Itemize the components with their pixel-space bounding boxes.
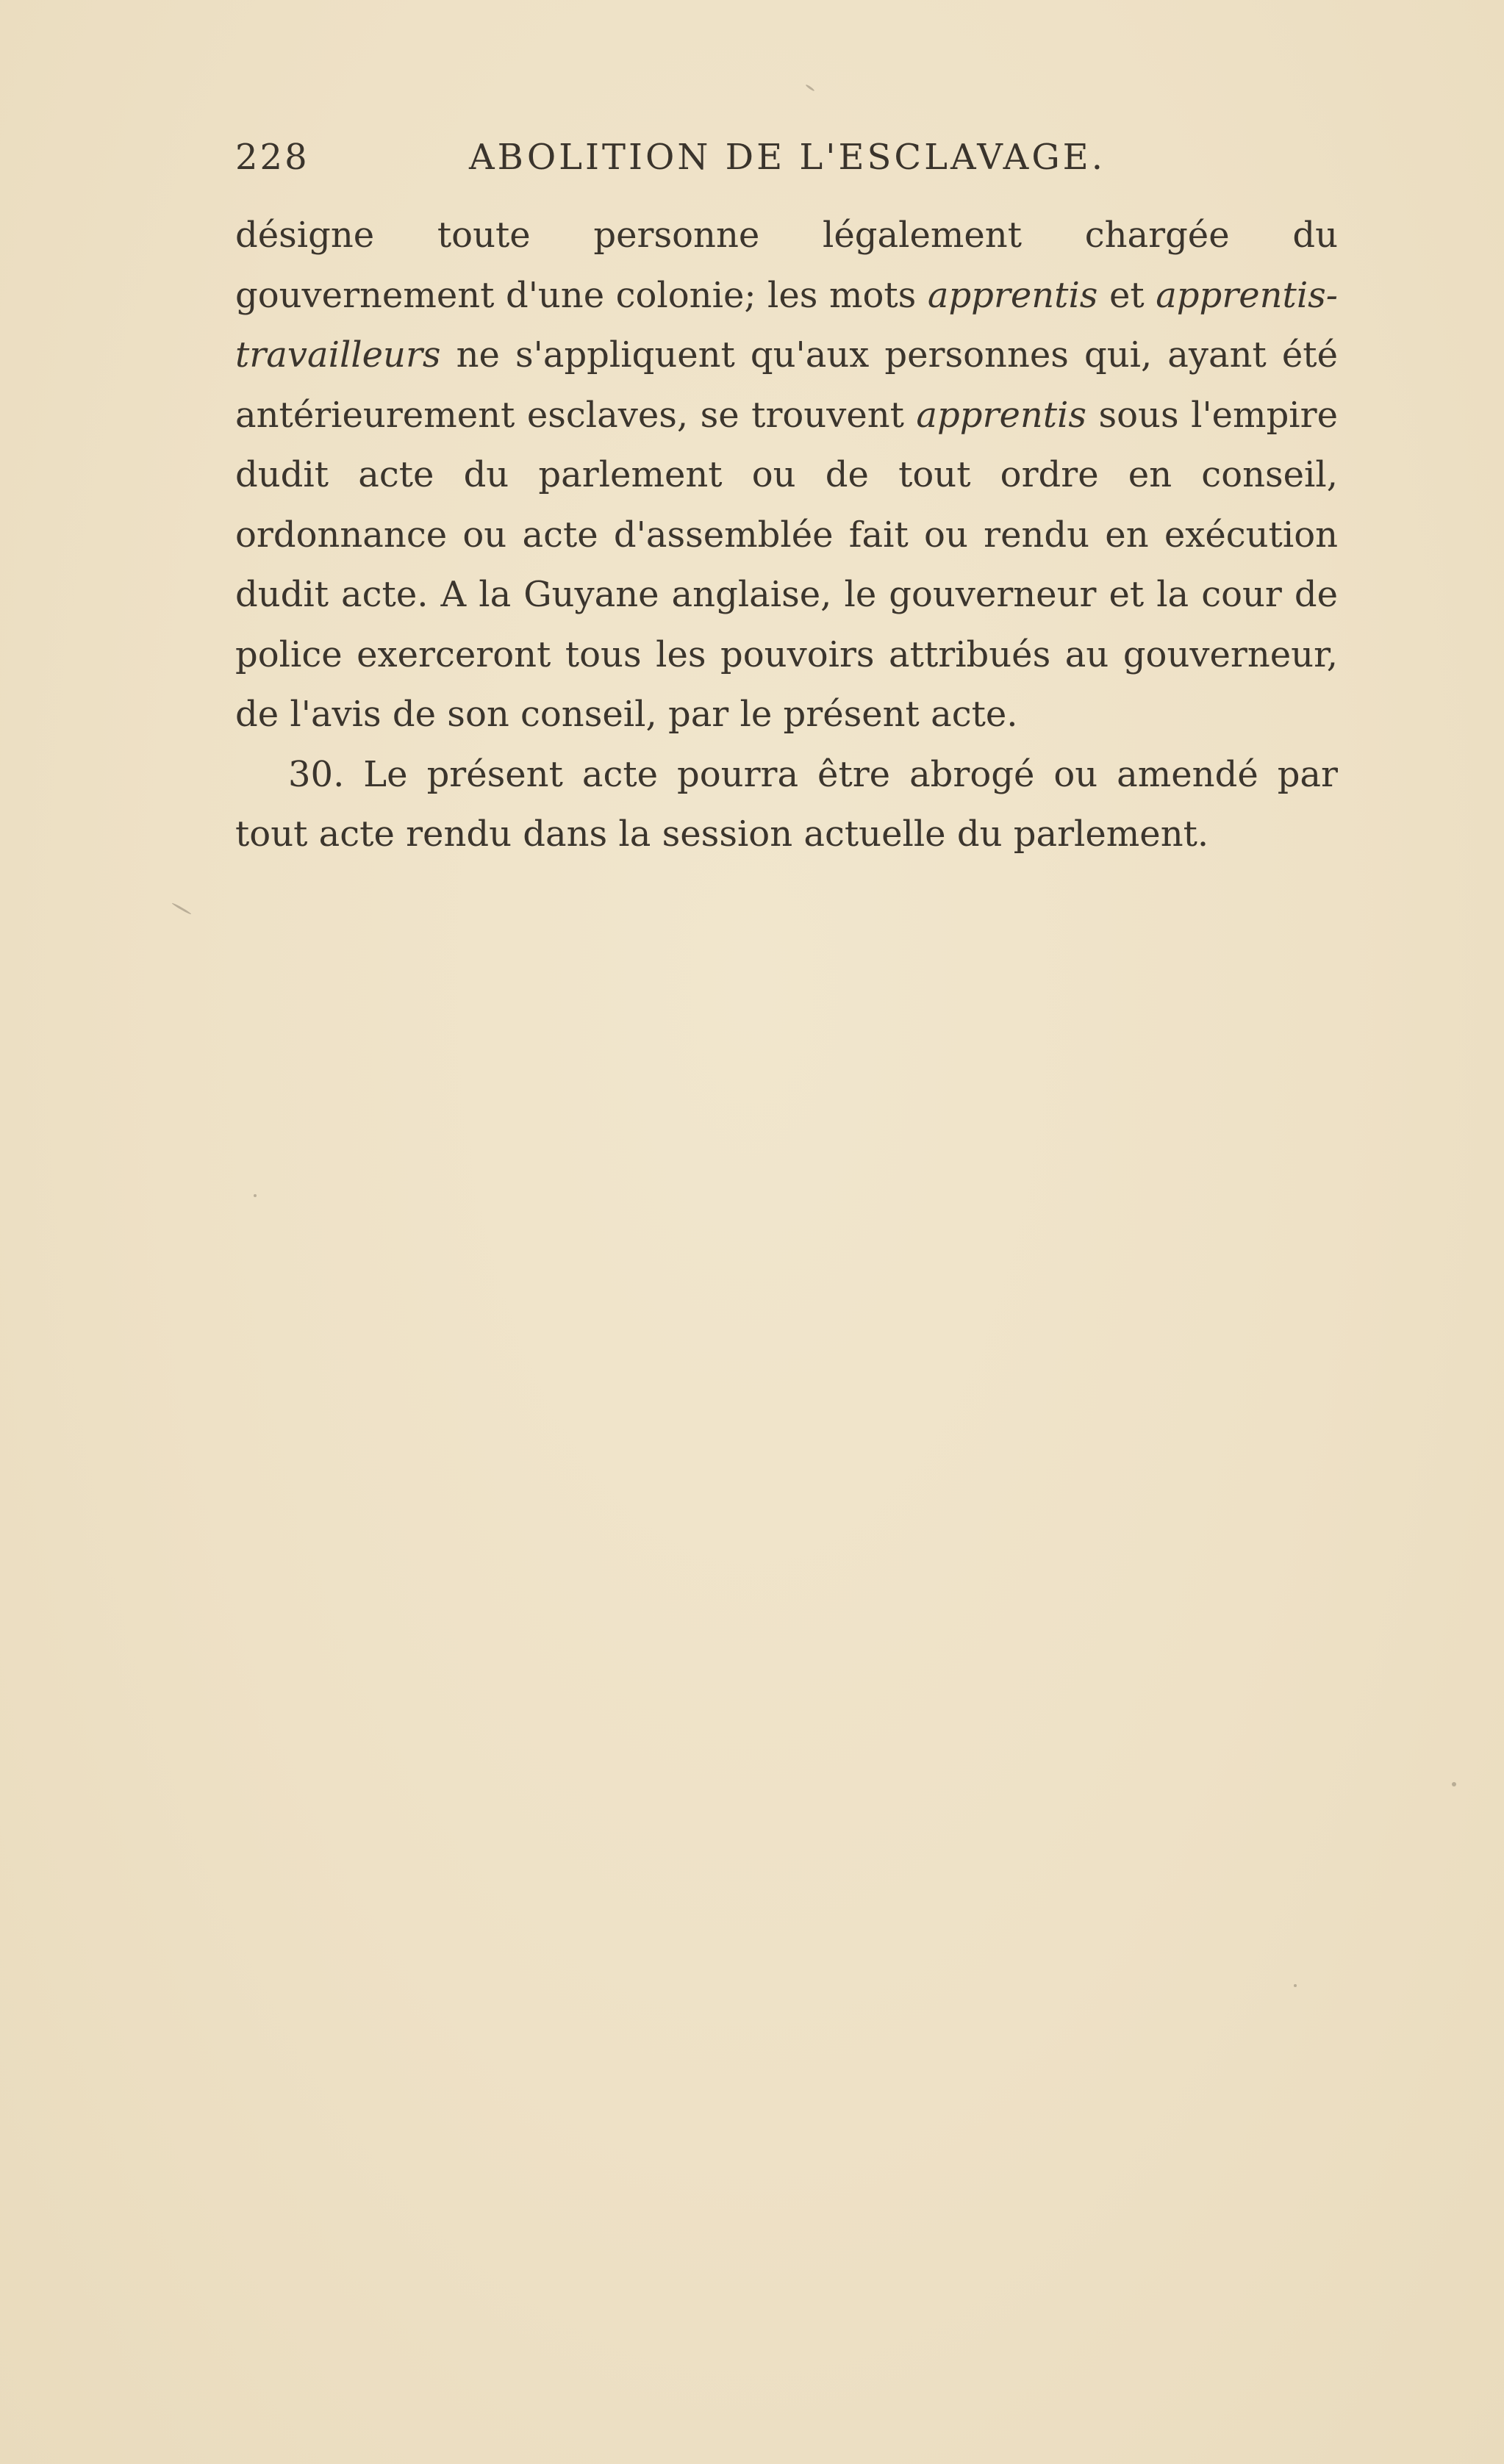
- page-header: [235, 137, 1338, 188]
- paragraph-definitions: [235, 206, 1338, 745]
- term-apprentis-2: apprentis: [916, 394, 1087, 436]
- paper-speck: [254, 1194, 257, 1197]
- page-number: 228: [235, 137, 309, 178]
- para1-text-2: et: [1097, 274, 1156, 316]
- paper-speck: [1452, 1782, 1456, 1786]
- paper-speck: [805, 84, 814, 91]
- para1-text-1: désigne toute personne légalement chargée du gouvernement d'une colonie; les mots: [235, 215, 1338, 316]
- running-title: ABOLITION DE L'ESCLAVAGE.: [469, 137, 1106, 178]
- term-apprentis-travailleurs: apprentis-travailleurs: [235, 274, 1339, 376]
- body-text: [235, 206, 1338, 865]
- para1-text-3: ne s'appliquent qu'aux personnes qui, ayant été antérieurement esclaves, se trouvent: [235, 334, 1338, 436]
- paper-speck: [1294, 1984, 1297, 1987]
- paragraph-article-30: 30. Le présent acte pourra être abrogé ou amendé par tout acte rendu dans la session actuelle du parlement.: [235, 753, 1338, 855]
- para1-text-4: sous l'empire dudit acte du parlement ou de tout ordre en conseil, ordonnance ou acte d'assemblée fait ou rendu en exécution dudit acte. A la Guyane anglaise, le gouverneur et la cour de police exerceront tous les pouvoirs attribués au gouverneur, de l'avis de son conseil, par le présent acte.: [235, 394, 1338, 735]
- paper-speck: [171, 902, 191, 916]
- term-apprentis: apprentis: [927, 274, 1098, 316]
